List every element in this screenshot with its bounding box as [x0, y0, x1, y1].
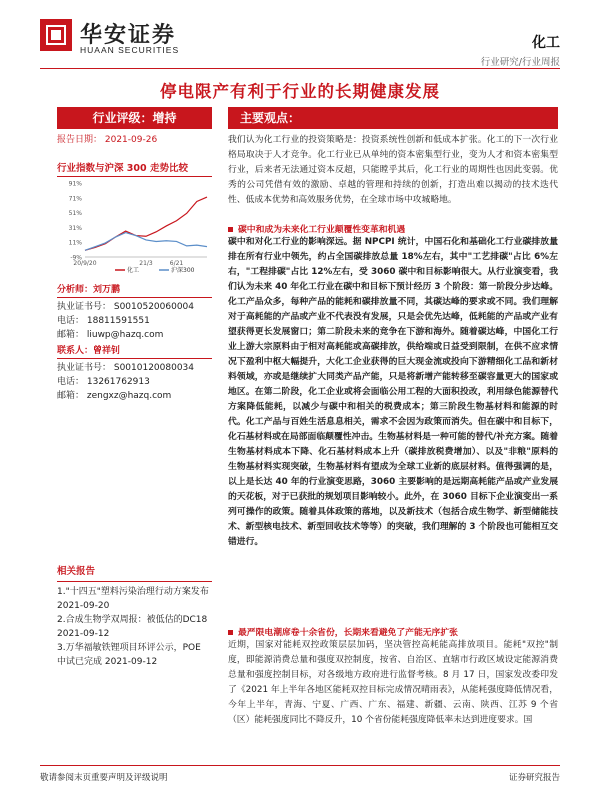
x-tick-label: 20/9/20 [73, 260, 97, 267]
analyst-1-email[interactable]: 邮箱： liuwp@hazq.com [57, 330, 164, 340]
y-tick-label: 11% [68, 239, 82, 247]
x-tick-label: 6/21 [169, 260, 184, 267]
main-viewpoints-heading: 主要观点： [228, 107, 558, 129]
report-date: 报告日期： 2021-09-26 [57, 135, 158, 145]
analyst-1-phone: 电话： 18811591551 [57, 316, 150, 326]
header-divider [40, 68, 560, 69]
y-tick-label: -9% [70, 254, 82, 262]
related-report-item[interactable]: 1."十四五"塑料污染治理行动方案发布 2021-09-20 [57, 587, 209, 611]
analyst-1-cert: 执业证书号： S0010520060004 [57, 302, 195, 312]
related-report-item[interactable]: 3.万华福敏铁锂项目环评公示，POE 中试已完成 2021-09-12 [57, 643, 201, 667]
related-reports [57, 565, 212, 669]
left-column [57, 107, 212, 667]
sector-label: 化工 [532, 35, 560, 51]
power-limit-paragraph: 近期，国家对能耗双控政策层层加码，坚决管控高耗能高排放项目。能耗"双控"制度，即能源消费总量和强度双控制度，按省、自治区、直辖市行政区域设定能源消费总量和强度控制目标，对各级地方政府进行监督考核。8 月 17 日，国家发改委印发了《2021 年上半年各地区能耗双控目标完成情况晴雨表》，从能耗强度降低情况看，今年上半年，青海、宁夏、广西、广东、福建、新疆、云南、陕西、江苏 9 个省（区）能耗强度同比不降反升，10 个省份能耗强度降低率未达到进度要求。国 [228, 640, 558, 725]
investment-strategy-paragraph: 我们认为化工行业的投资策略是：投资系统性创新和低成本扩张。化工的下一次行业格局取决于人才竞争。化工行业已从单纯的资本密集型行业，变为人才和资本密集型行业，后来者无法通过资本反超，只能瞠乎其后，化工行业的周期性也因此变弱。优秀的公司凭借有效的激励、卓越的管理和持续的创新，打造出难以揭动的技术迭代性、低成本优势和高效服务优势，在全球市场中攻城略地。 [228, 135, 558, 205]
carbon-neutral-paragraph: 碳中和对化工行业的影响深远。据 NPCPI 统计，中国石化和基础化工行业碳排放量排在所有行业中领先，约占全国碳排放总量 18%左右，其中"工艺排碳"占比 6%左右，"工程排碳"占比 12%左右，受 3060 碳中和目标影响很大。从行业演变看，我们认为未来 40 年化工行业在碳中和目标下预计经历 3 个阶段：第一阶段分步达峰。化工产品众多，每种产品的能耗和碳排放量不同，其碳达峰的要求或不同。我们理解对于高耗能的产品或产业不代表没有发展，只是会优先达峰，低耗能的产品或产业有望获得更长发展窗口；第二阶段未来的竞争在下游和海外。随着碳达峰，中国化工行业上游大宗原料由于相对高耗能或高碳排放，供给端或日益受到限制，在供不应求情况下盈利中枢大幅提升，大化工企业获得的巨大现金流或投向下游精细化工品和新材料领域，亦或是继续扩大同类产品产能，只是将新增产能转移至碳容量更大的国家或地区。在第二阶段，化工企业或将会面临公用工程的大面积投改，利用绿色能源替代方案降低能耗，以减少与碳中和相关的税费成本；第三阶段生物基材料和能源的时代。化工产品与百姓生活息息相关，需求不会因为政策而消失。但在碳中和目标下，化石基材料或在局部面临颠覆性冲击。生物基材料是一种可能的替代/补充方案。随着生物基材料成本下降、化石基材料成本上升（碳排放税费增加）、以及"非粮"原料的生物基材料实现突破，生物基材料有望成为全球工业新的底层材料。值得强调的是，以上是长达 40 年的行业演变思路，3060 主要影响的是远期高耗能产品或产业发展的天花板，对于已获批的规划项目影响较小。此外，在 3060 目标下企业演变出一系列可操作的政策。随着具体政策的落地，以及新技术（包括合成生物学、新型储能技术、新型核电技术、新型回收技术等等）的突破，我们理解的 3 个阶段也可能相互交错进行。 [228, 237, 558, 547]
contact-phone: 电话： 13261762913 [57, 377, 150, 387]
y-tick-label: 71% [68, 195, 82, 203]
section-heading-text: 最严限电潮席卷十余省份，长期来看避免了产能无序扩张 [238, 628, 458, 638]
footer-divider [40, 765, 560, 766]
analyst-1-name: 分析师：刘万鹏 [57, 283, 212, 298]
series-line [85, 233, 207, 251]
contact-name: 联系人：曾祥钊 [57, 344, 212, 359]
bullet-icon [228, 227, 233, 232]
right-column [228, 107, 558, 725]
contact-cert: 执业证书号： S0010120080034 [57, 363, 195, 373]
section-heading-carbon-neutral [228, 222, 558, 235]
report-type: 行业研究/行业周报 [480, 57, 560, 68]
footer-label: 证券研究报告 [508, 773, 560, 783]
x-tick-label: 21/3 [139, 260, 153, 267]
index-comparison-chart [57, 177, 212, 277]
section-heading-text: 碳中和成为未来化工行业颠覆性变革和机遇 [238, 225, 406, 235]
company-logo-icon [40, 19, 72, 51]
related-report-item[interactable]: 2.合成生物学双周报：被低估的DC18 2021-09-12 [57, 615, 208, 639]
y-tick-label: 91% [68, 180, 82, 188]
y-tick-label: 31% [68, 224, 82, 232]
related-reports-title: 相关报告 [57, 565, 212, 582]
y-tick-label: 51% [68, 210, 82, 218]
legend-label: 化工 [127, 267, 140, 274]
company-name-en: HUAAN SECURITIES [80, 45, 180, 55]
footer-disclaimer[interactable]: 敬请参阅末页重要声明及评级说明 [40, 773, 168, 783]
contact-email[interactable]: 邮箱： zengxz@hazq.com [57, 391, 172, 401]
legend-label: 沪深300 [171, 267, 195, 274]
company-name: 华安证券 [80, 22, 177, 48]
report-header [0, 0, 600, 70]
section-heading-power-limit [228, 625, 558, 638]
bullet-icon [228, 630, 233, 635]
analyst-info [57, 283, 212, 403]
industry-rating: 行业评级：增持 [57, 107, 212, 129]
chart-title: 行业指数与沪深 300 走势比较 [57, 160, 212, 177]
series-line [85, 197, 207, 250]
report-title: 停电限产有利于行业的长期健康发展 [160, 82, 440, 101]
